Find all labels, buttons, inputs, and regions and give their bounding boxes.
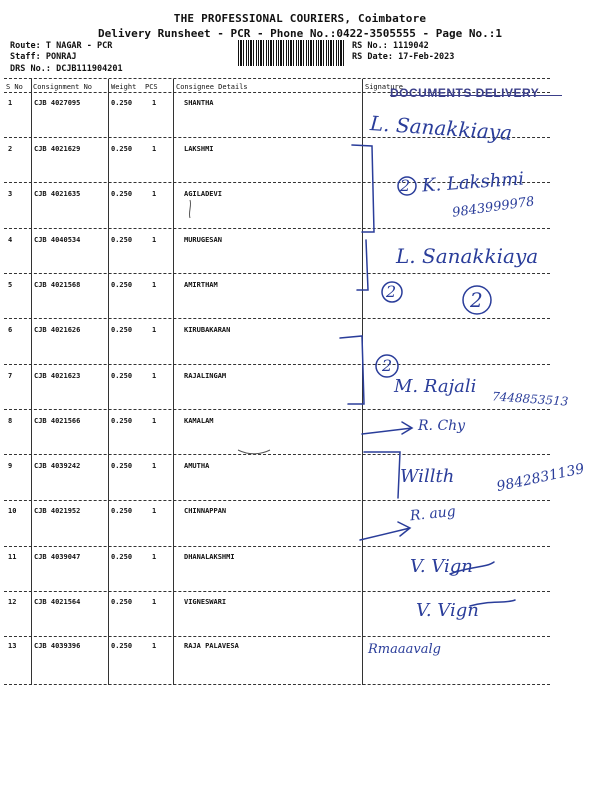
col-pcs-header: PCS: [145, 83, 158, 91]
circle-stroke: [376, 355, 398, 377]
col-sno-header: S No: [6, 83, 23, 91]
row-pcs: 1: [152, 236, 157, 244]
signature-handwriting: 2: [386, 282, 397, 301]
row-weight: 0.250: [111, 598, 133, 606]
runsheet-subtitle: Delivery Runsheet - PCR - Phone No.:0422-3505555 - Page No.:1: [98, 27, 502, 40]
row-sno: 11: [8, 553, 17, 561]
row-consignee: KIRUBAKARAN: [184, 326, 231, 334]
route-label: Route:: [10, 41, 41, 51]
row-sno: 3: [8, 190, 13, 198]
row-pcs: 1: [152, 99, 157, 107]
row-sno: 6: [8, 326, 13, 334]
col-consignment-header: Consignment No: [33, 83, 93, 91]
row-sno: 8: [8, 417, 13, 425]
row-consignment: CJB 4021568: [34, 281, 81, 289]
company-title: THE PROFESSIONAL COURIERS, Coimbatore: [173, 12, 427, 25]
signature-handwriting: L. Sanakkiaya: [369, 111, 513, 145]
rs-date-label: RS Date:: [352, 52, 393, 62]
row-sno: 12: [8, 598, 17, 606]
row-consignment: CJB 4021564: [34, 598, 81, 606]
signature-handwriting: 9843999978: [451, 194, 536, 221]
signature-underline: [450, 562, 494, 574]
circle-stroke: [463, 286, 491, 314]
row-weight: 0.250: [111, 642, 133, 650]
row-pcs: 1: [152, 553, 157, 561]
row-consignment: CJB 4040534: [34, 236, 81, 244]
row-sno: 7: [8, 372, 13, 380]
row-weight: 0.250: [111, 236, 133, 244]
signature-handwriting: Rmaaavalg: [368, 642, 441, 657]
row-consignment: CJB 4021623: [34, 372, 81, 380]
signature-handwriting: 2: [470, 288, 483, 312]
documents-delivery-stamp: DOCUMENTS DELIVERY: [390, 86, 540, 100]
row-sno: 1: [8, 99, 13, 107]
row-pcs: 1: [152, 462, 157, 470]
row-consignee: CHINNAPPAN: [184, 507, 227, 515]
signature-handwriting: 9842831139: [495, 460, 586, 496]
row-weight: 0.250: [111, 372, 133, 380]
row-weight: 0.250: [111, 145, 133, 153]
row-pcs: 1: [152, 598, 157, 606]
row-pcs: 1: [152, 417, 157, 425]
row-pcs: 1: [152, 507, 157, 515]
row-consignment: CJB 4039047: [34, 553, 81, 561]
drs-value: DCJB111904201: [56, 64, 123, 74]
row-sno: 2: [8, 145, 13, 153]
row-consignee: DHANALAKSHMI: [184, 553, 235, 561]
signature-handwriting: R. aug: [409, 503, 457, 525]
row-consignee: SHANTHA: [184, 99, 214, 107]
circle-stroke: [382, 282, 402, 302]
row-weight: 0.250: [111, 462, 133, 470]
rs-date-value: 17-Feb-2023: [398, 52, 455, 62]
row-weight: 0.250: [111, 553, 133, 561]
row-consignment: CJB 4021952: [34, 507, 81, 515]
row-consignee: RAJA PALAVESA: [184, 642, 239, 650]
signature-handwriting: 7448853513: [491, 389, 569, 409]
signature-handwriting: 2: [382, 356, 393, 375]
row-sno: 9: [8, 462, 13, 470]
signature-handwriting: Willth: [400, 466, 455, 487]
signature-handwriting: K. Lakshmi: [421, 168, 525, 197]
row-pcs: 1: [152, 326, 157, 334]
arrow-stroke: [360, 522, 410, 540]
row-consignment: CJB 4027095: [34, 99, 81, 107]
bracket-stroke: [340, 336, 364, 404]
row-consignment: CJB 4039242: [34, 462, 81, 470]
row-pcs: 1: [152, 190, 157, 198]
row-consignee: LAKSHMI: [184, 145, 214, 153]
row-pcs: 1: [152, 372, 157, 380]
row-sno: 4: [8, 236, 13, 244]
staff-label: Staff:: [10, 52, 41, 62]
row-consignee: AMUTHA: [184, 462, 210, 470]
row-pcs: 1: [152, 145, 157, 153]
row-sno: 13: [8, 642, 17, 650]
route-value: T NAGAR - PCR: [45, 41, 113, 51]
row-consignee: AMIRTHAM: [184, 281, 218, 289]
row-consignee: MURUGESAN: [184, 236, 222, 244]
row-sno: 10: [8, 507, 17, 515]
pencil-mark: [238, 450, 270, 454]
row-weight: 0.250: [111, 417, 133, 425]
row-consignee: AGILADEVI: [184, 190, 222, 198]
arrow-stroke: [362, 422, 412, 434]
bracket-stroke: [352, 145, 374, 232]
row-pcs: 1: [152, 281, 157, 289]
row-pcs: 1: [152, 642, 157, 650]
signature-handwriting: R. Chy: [418, 418, 466, 434]
row-consignee: VIGNESWARI: [184, 598, 227, 606]
bracket-stroke: [357, 240, 368, 290]
row-consignment: CJB 4021629: [34, 145, 81, 153]
signature-handwriting: M. Rajali: [394, 376, 477, 397]
row-weight: 0.250: [111, 99, 133, 107]
signature-underline: [470, 600, 515, 606]
row-weight: 0.250: [111, 190, 133, 198]
signature-handwriting: V. Vign: [416, 600, 479, 621]
row-weight: 0.250: [111, 281, 133, 289]
signature-handwriting: L. Sanakkiaya: [396, 244, 539, 268]
signature-handwriting: V. Vign: [410, 556, 473, 577]
row-consignment: CJB 4021626: [34, 326, 81, 334]
row-sno: 5: [8, 281, 13, 289]
rs-no-value: 1119042: [392, 41, 429, 51]
col-consignee-header: Consignee Details: [176, 83, 248, 91]
staff-value: PONRAJ: [45, 52, 77, 62]
col-signature-header: Signature: [365, 83, 403, 91]
pencil-mark: [189, 200, 190, 218]
rs-no-label: RS No.:: [352, 41, 388, 51]
row-weight: 0.250: [111, 507, 133, 515]
row-consignee: KAMALAM: [184, 417, 214, 425]
col-weight-header: Weight: [111, 83, 137, 91]
drs-label: DRS No.:: [10, 64, 51, 74]
row-consignment: CJB 4021635: [34, 190, 81, 198]
row-consignee: RAJALINGAM: [184, 372, 227, 380]
bracket-stroke: [364, 452, 400, 498]
row-consignment: CJB 4021566: [34, 417, 81, 425]
row-weight: 0.250: [111, 326, 133, 334]
circle-stroke: [398, 177, 416, 195]
row-consignment: CJB 4039396: [34, 642, 81, 650]
signature-handwriting: 2: [400, 176, 411, 195]
